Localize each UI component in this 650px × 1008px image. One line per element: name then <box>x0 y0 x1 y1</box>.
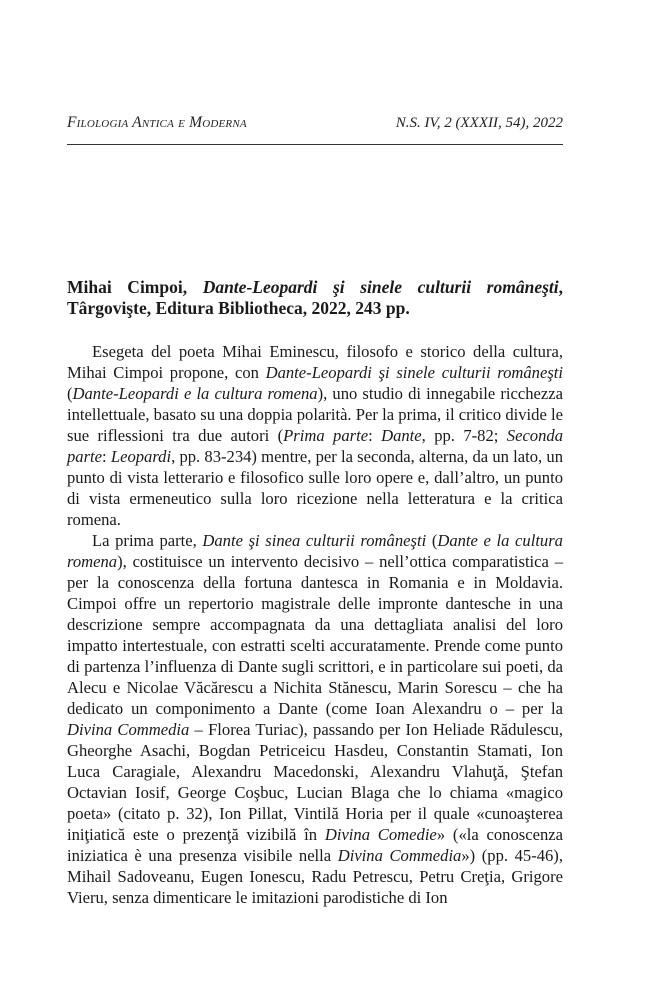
issue-info: N.S. IV, 2 (XXXII, 54), 2022 <box>395 115 563 131</box>
running-head <box>67 114 563 132</box>
text-segment: » («la conoscenza iniziatica è una presenza visibile nella <box>67 825 563 865</box>
journal-title: Filologia Antica e Moderna <box>67 114 247 131</box>
text-segment: : <box>102 447 111 466</box>
book-author: Mihai Cimpoi, <box>67 277 203 297</box>
text-segment: Esegeta del poeta Mihai Eminescu, filosofo e storico della cultura, Mihai Cimpoi propone, con <box>67 342 563 382</box>
italic-segment: Dante <box>381 426 422 445</box>
text-segment: ( <box>426 531 438 550</box>
text-segment: : <box>368 426 382 445</box>
italic-segment: Divina Comedie <box>324 825 437 844</box>
italic-segment: Leopardi <box>110 447 172 466</box>
italic-segment: Dante-Leopardi şi sinele culturii româneşti <box>265 363 563 382</box>
review-heading <box>67 277 563 319</box>
italic-segment: Divina Commedia <box>337 846 462 865</box>
text-segment: La prima parte, <box>92 531 203 550</box>
text-segment: , pp. 83-234) mentre, per la seconda, alterna, da un lato, un punto di vista letterario e filosofico sulle loro opere e, dall’altro, un punto di vista ermeneutico sulla loro ricezione nella letteratura e la critica romena. <box>67 447 563 529</box>
book-publication: , Târgovişte, Editura Bibliotheca, 2022, 243 pp. <box>67 277 563 318</box>
text-segment: – Florea Turiac), passando per Ion Heliade Rădulescu, Gheorghe Asachi, Bogdan Petriceicu Hasdeu, Constantin Stamati, Ion Luca Caragiale, Alexandru Macedonski, Alexandru Vlahuţă, Ştefan Octavian Iosif, George Coşbuc, Lucian Blaga che lo chiama «magico poeta» (citato p. 32), Ion Pillat, Vintilă Horia per il quale «cunoaşterea iniţiatică este o prezenţă vizibilă în <box>67 720 563 844</box>
paragraph-1 <box>67 341 563 530</box>
italic-segment: Prima parte <box>283 426 369 445</box>
text-segment: ), costituisce un intervento decisivo – nell’ottica comparatistica – per la conoscenza della fortuna dantesca in Romania e in Moldavia. Cimpoi offre un repertorio magistrale delle impronte dantesche in una descrizione sempre accompagnata da una dettagliata analisi del loro impatto intertestuale, con estratti scelti accuratamente. Prende come punto di partenza l’influenza di Dante sugli scrittori, e in particolare sui poeti, da Alecu e Nicolae Văcărescu a Nichita Stănescu, Marin Sorescu – che ha dedicato un componimento a Dante (come Ioan Alexandru o – per la <box>67 552 563 718</box>
text-segment: , pp. 7-82; <box>421 426 507 445</box>
text-segment: ») (pp. 45-46), Mihail Sadoveanu, Eugen Ionescu, Radu Petrescu, Petru Creţia, Grigore Vieru, senza dimenticare le imitazioni parodistiche di Ion <box>67 846 563 907</box>
italic-segment: Dante şi sinea culturii româneşti <box>202 531 427 550</box>
text-segment: ), uno studio di innegabile ricchezza intellettuale, basato su una doppia polarità. Per la prima, il critico divide le sue riflessioni tra due autori ( <box>67 384 563 445</box>
paragraph-2 <box>67 530 563 908</box>
text-segment: ( <box>67 384 73 403</box>
italic-segment: Dante e la cultura romena <box>67 531 563 571</box>
book-title: Dante-Leopardi şi sinele culturii româneşti <box>202 277 559 297</box>
italic-segment: Divina Commedia <box>67 720 190 739</box>
italic-segment: Seconda parte <box>67 426 563 466</box>
header-rule <box>67 144 563 145</box>
italic-segment: Dante-Leopardi e la cultura romena <box>72 384 318 403</box>
review-body <box>67 341 563 908</box>
